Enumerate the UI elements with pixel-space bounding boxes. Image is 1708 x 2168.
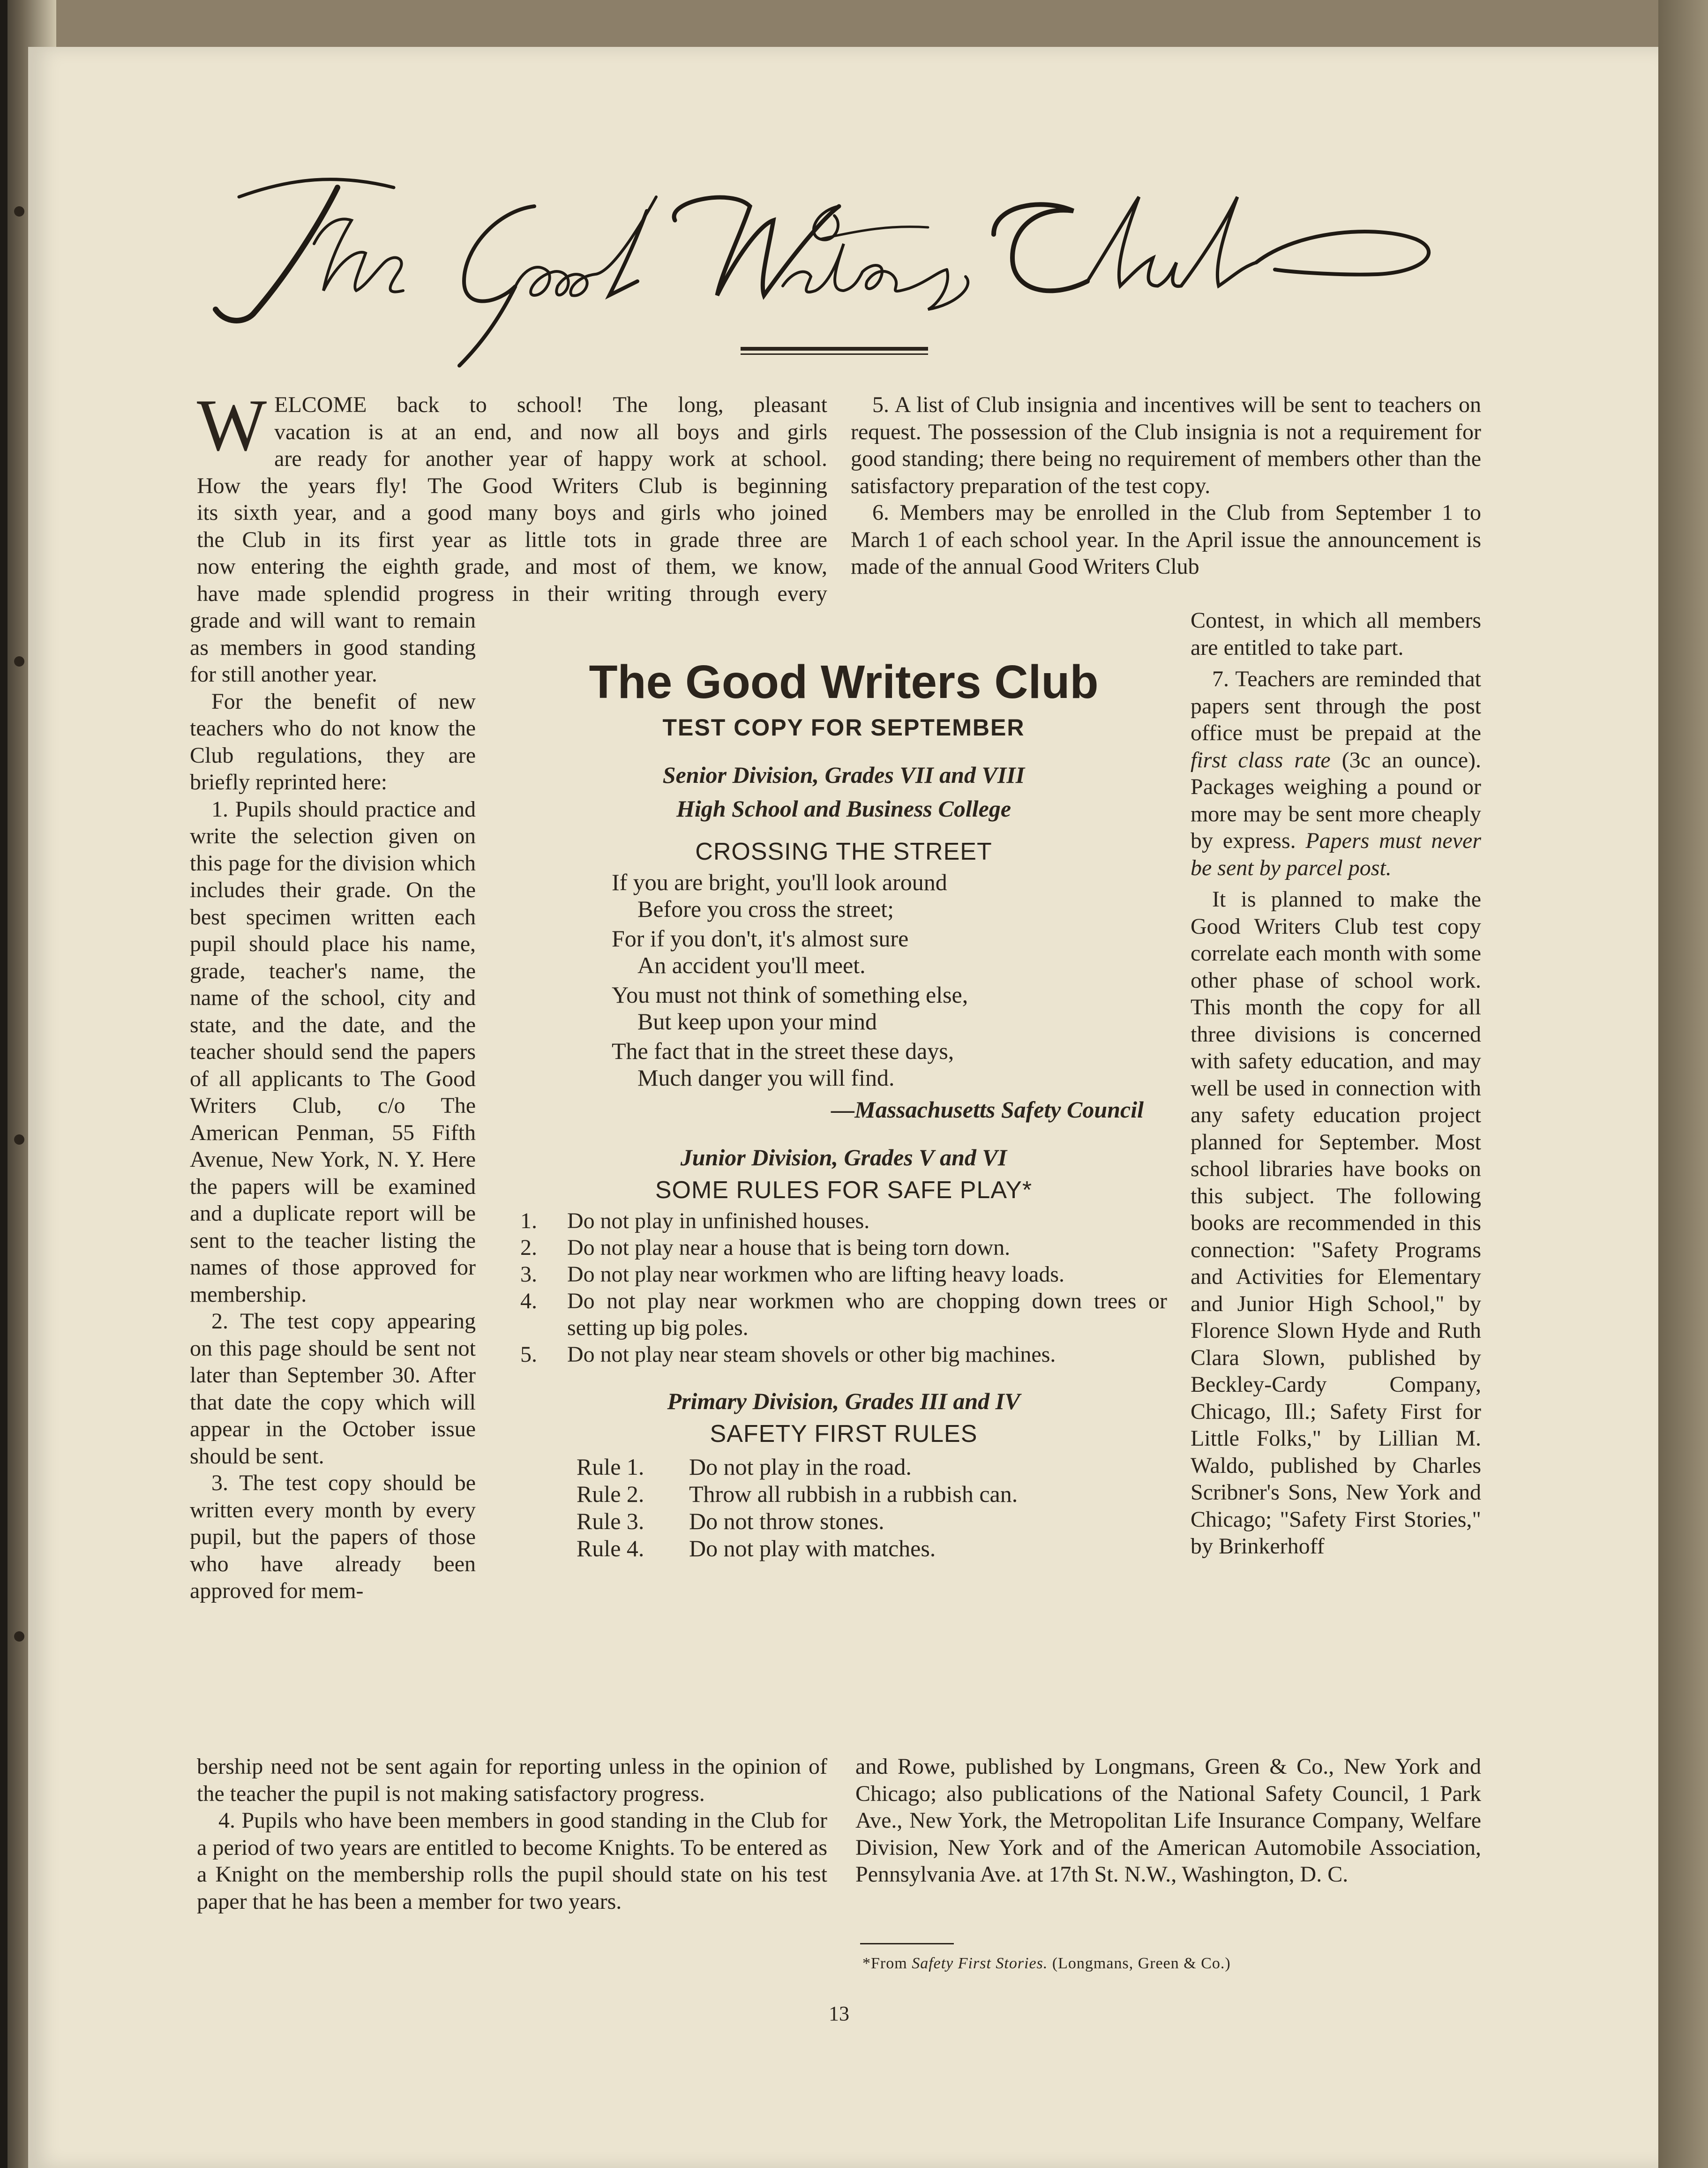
senior-division: Senior Division, Grades VII and VIII: [662, 762, 1025, 788]
intro-line: vacation is at an end, and now all boys and girls: [274, 419, 827, 444]
list-item: Rule 4. Do not play with matches.: [577, 1535, 936, 1561]
right-top-text: [851, 391, 1481, 580]
list-item: 3. Do not play near workmen who are lifting heavy loads.: [520, 1262, 1065, 1287]
bottom-right-text: [855, 1753, 1481, 1888]
rule-4-paragraph: 4. Pupils who have been members in good standing in the Club for a period of two years are entitled to become Knights. To be entered as a Knight on the membership rolls the pupil should state on his test paper that he has been a member for two years.: [197, 1808, 827, 1914]
binding-hole: [14, 1134, 24, 1145]
poem-line: You must not think of something else,: [612, 982, 968, 1008]
poem: [612, 869, 1181, 1091]
list-item: 4. Do not play near workmen who are chopping down trees or setting up big poles.: [520, 1289, 1167, 1340]
intro-line: ELCOME back to school! The long, pleasant: [274, 392, 827, 417]
intro-line: How the years fly! The Good Writers Club is beginning: [197, 473, 827, 498]
intro-paragraph: [197, 384, 827, 607]
primary-title: SAFETY FIRST RULES: [710, 1420, 978, 1448]
footnote-rule: [860, 1943, 954, 1944]
list-item: Rule 2. Throw all rubbish in a rubbish can.: [577, 1481, 1018, 1507]
page-right-edge: [1658, 0, 1708, 2168]
senior-division-line2: High School and Business College: [676, 795, 1011, 822]
poem-line: Before you cross the street;: [637, 896, 894, 922]
left-column: [190, 607, 476, 1605]
test-copy-box: [506, 656, 1181, 1562]
junior-division: Junior Division, Grades V and VI: [680, 1144, 1007, 1170]
paragraph: For the benefit of new teachers who do not know the Club regulations, they are briefly reprinted here:: [190, 689, 476, 795]
rule-6-paragraph: 6. Members may be enrolled in the Club from September 1 to March 1 of each school year. In the April issue the announcement is made of the annual Good Writers Club: [851, 500, 1481, 579]
rule-7-paragraph: 7. Teachers are reminded that papers sent through the post office must be prepaid at the first class rate (3c an ounce). Packages weighing a pound or more may be sent more cheaply by express. Papers must never be sent by parcel post.: [1191, 667, 1482, 880]
safety-rules-list: [577, 1453, 1181, 1562]
rule-3-paragraph: 3. The test copy should be written every month by every pupil, but the papers of those who have already been approved for mem-: [190, 1470, 476, 1603]
page-number: 13: [829, 2002, 849, 2025]
test-copy-subtitle: TEST COPY FOR SEPTEMBER: [662, 714, 1025, 741]
bottom-left-text: [197, 1753, 827, 1915]
title-rule-thin: [741, 353, 928, 355]
masthead-script-logo: [197, 169, 1509, 375]
intro-line: are ready for another year of happy work at school.: [274, 446, 827, 471]
binding-hole: [14, 1631, 24, 1642]
poem-line: The fact that in the street these days,: [612, 1038, 954, 1064]
paragraph: Contest, in which all members are entitled to take part.: [1191, 608, 1481, 660]
primary-division: Primary Division, Grades III and IV: [667, 1388, 1020, 1414]
poem-line: But keep upon your mind: [637, 1008, 877, 1035]
intro-line: the Club in its first year as little tots in grade three are: [197, 527, 827, 552]
binding-hole: [14, 206, 24, 217]
scan-edge-bar: [0, 0, 7, 2168]
intro-line: now entering the eighth grade, and most of them, we know,: [197, 554, 827, 579]
poem-line: If you are bright, you'll look around: [612, 869, 947, 895]
paragraph: grade and will want to remain as members in good standing for still another year.: [190, 608, 476, 687]
junior-title: SOME RULES FOR SAFE PLAY*: [655, 1177, 1033, 1204]
list-item: 5. Do not play near steam shovels or other big machines.: [520, 1342, 1056, 1367]
list-item: 1. Do not play in unfinished houses.: [520, 1208, 870, 1233]
poem-line: An accident you'll meet.: [637, 952, 866, 978]
list-item: Rule 1. Do not play in the road.: [577, 1454, 912, 1480]
rule-5-paragraph: 5. A list of Club insignia and incentives will be sent to teachers on request. The possession of the Club insignia is not a requirement for good standing; there being no requirement of members other than the satisfactory preparation of the test copy.: [851, 392, 1481, 498]
binding-hole: [14, 656, 24, 667]
poem-title: CROSSING THE STREET: [695, 838, 992, 865]
drop-cap: W: [197, 384, 267, 466]
test-copy-title: The Good Writers Club: [589, 656, 1099, 708]
right-column: [1191, 607, 1481, 1560]
footnote: *From Safety First Stories. (Longmans, Green & Co.): [862, 1955, 1231, 1972]
safe-play-list: [520, 1208, 1167, 1368]
rule-1-paragraph: 1. Pupils should practice and write the selection given on this page for the division which includes their grade. On the best specimen written each pupil should place his name, grade, teacher's name, the name of the school, city and state, and the date, and the teacher should send the papers of all applicants to The Good Writers Club, c/o The American Penman, 55 Fifth Avenue, New York, N. Y. Here the papers will be examined and a duplicate report will be sent to the teacher listing the names of those approved for membership.: [190, 796, 476, 1307]
list-item: 2. Do not play near a house that is being torn down.: [520, 1235, 1011, 1260]
title-rule: [741, 347, 928, 351]
rule-2-paragraph: 2. The test copy appearing on this page should be sent not later than September 30. After that date the copy which will appear in the October issue should be sent.: [190, 1309, 476, 1469]
paragraph: bership need not be sent again for reporting unless in the opinion of the teacher the pupil is not making satisfactory progress.: [197, 1754, 827, 1806]
paragraph: and Rowe, published by Longmans, Green & Co., New York and Chicago; also publications of the National Safety Council, 1 Park Ave., New York, the Metropolitan Life Insurance Company, Welfare Division, New York and of the American Automobile Association, Pennsylvania Ave. at 17th St. N.W., Washington, D. C.: [855, 1754, 1481, 1887]
list-item: Rule 3. Do not throw stones.: [577, 1508, 884, 1534]
poem-line: Much danger you will find.: [637, 1065, 895, 1091]
poem-line: For if you don't, it's almost sure: [612, 925, 909, 952]
paragraph: It is planned to make the Good Writers Club test copy correlate each month with some other phase of school work. This month the copy for all three divisions is concerned with safety education, and may well be used in connection with any safety education project planned for September. Most school libraries have books on this subject. The following books are recommended in this connection: "Safety Programs and Activities for Elementary and Junior High School," by Florence Slown Hyde and Ruth Clara Slown, published by Beckley-Cardy Company, Chicago, Ill.; Safety First for Little Folks," by Lillian M. Waldo, published by Charles Scribner's Sons, New York and Chicago; "Safety First Stories," by Brinkerhoff: [1191, 887, 1481, 1559]
intro-line: have made splendid progress in their writing through every: [197, 581, 827, 606]
intro-line: its sixth year, and a good many boys and girls who joined: [197, 500, 827, 525]
poem-attribution: —Massachusetts Safety Council: [831, 1096, 1144, 1123]
